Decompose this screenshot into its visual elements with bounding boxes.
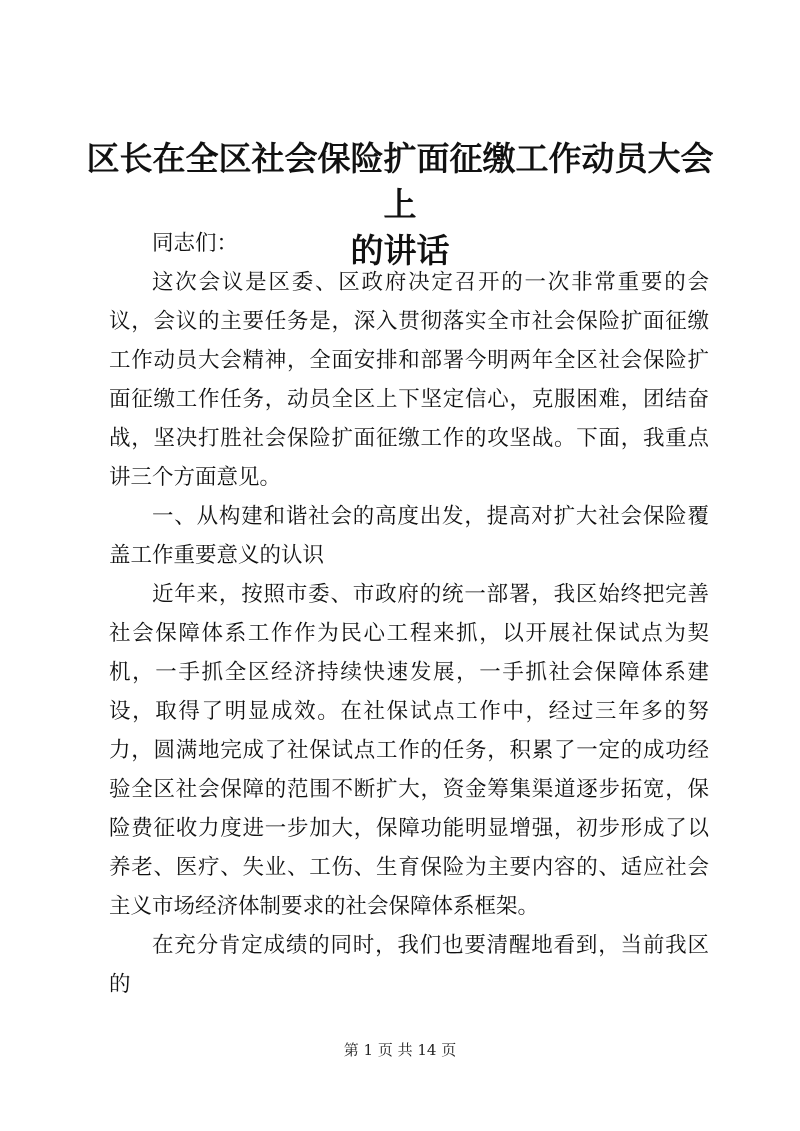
paragraph-achievements: 近年来，按照市委、市政府的统一部署，我区始终把完善社会保障体系工作作为民心工程来抓，以开展社保试点为契机，一手抓全区经济持续快速发展，一手抓社会保障体系建设，取得了明显成效。在社保试点工作中，经过三年多的努力，圆满地完成了社保试点工作的任务，积累了一定的成功经验全区社会保障的范围不断扩大，资金筹集渠道逐步拓宽，保险费征收力度进一步加大，保障功能明显增强，初步形成了以养老、医疗、失业、工伤、生育保险为主要内容的、适应社会主义市场经济体制要求的社会保障体系框架。 xyxy=(109,582,709,919)
paragraph-intro: 这次会议是区委、区政府决定召开的一次非常重要的会议，会议的主要任务是，深入贯彻落实全市社会保险扩面征缴工作动员大会精神，全面安排和部署今明两年全区社会保险扩面征缴工作任务，动员全区上下坚定信心，克服困难，团结奋战，坚决打胜社会保险扩面征缴工作的攻坚战。下面，我重点讲三个方面意见。 xyxy=(109,270,709,490)
salutation: 同志们： xyxy=(152,231,239,256)
document-body xyxy=(109,224,709,1004)
title-line-2: 的讲话 xyxy=(350,231,450,270)
paragraph-challenges: 在充分肯定成绩的同时，我们也要清醒地看到，当前我区的 xyxy=(109,933,709,997)
page-number: 第 1 页 共 14 页 xyxy=(343,1041,457,1059)
page-footer xyxy=(0,1040,800,1060)
title-line-1: 区长在全区社会保险扩面征缴工作动员大会上 xyxy=(86,139,714,224)
section-heading-1: 一、从构建和谐社会的高度出发，提高对扩大社会保险覆盖工作重要意义的认识 xyxy=(109,504,709,568)
